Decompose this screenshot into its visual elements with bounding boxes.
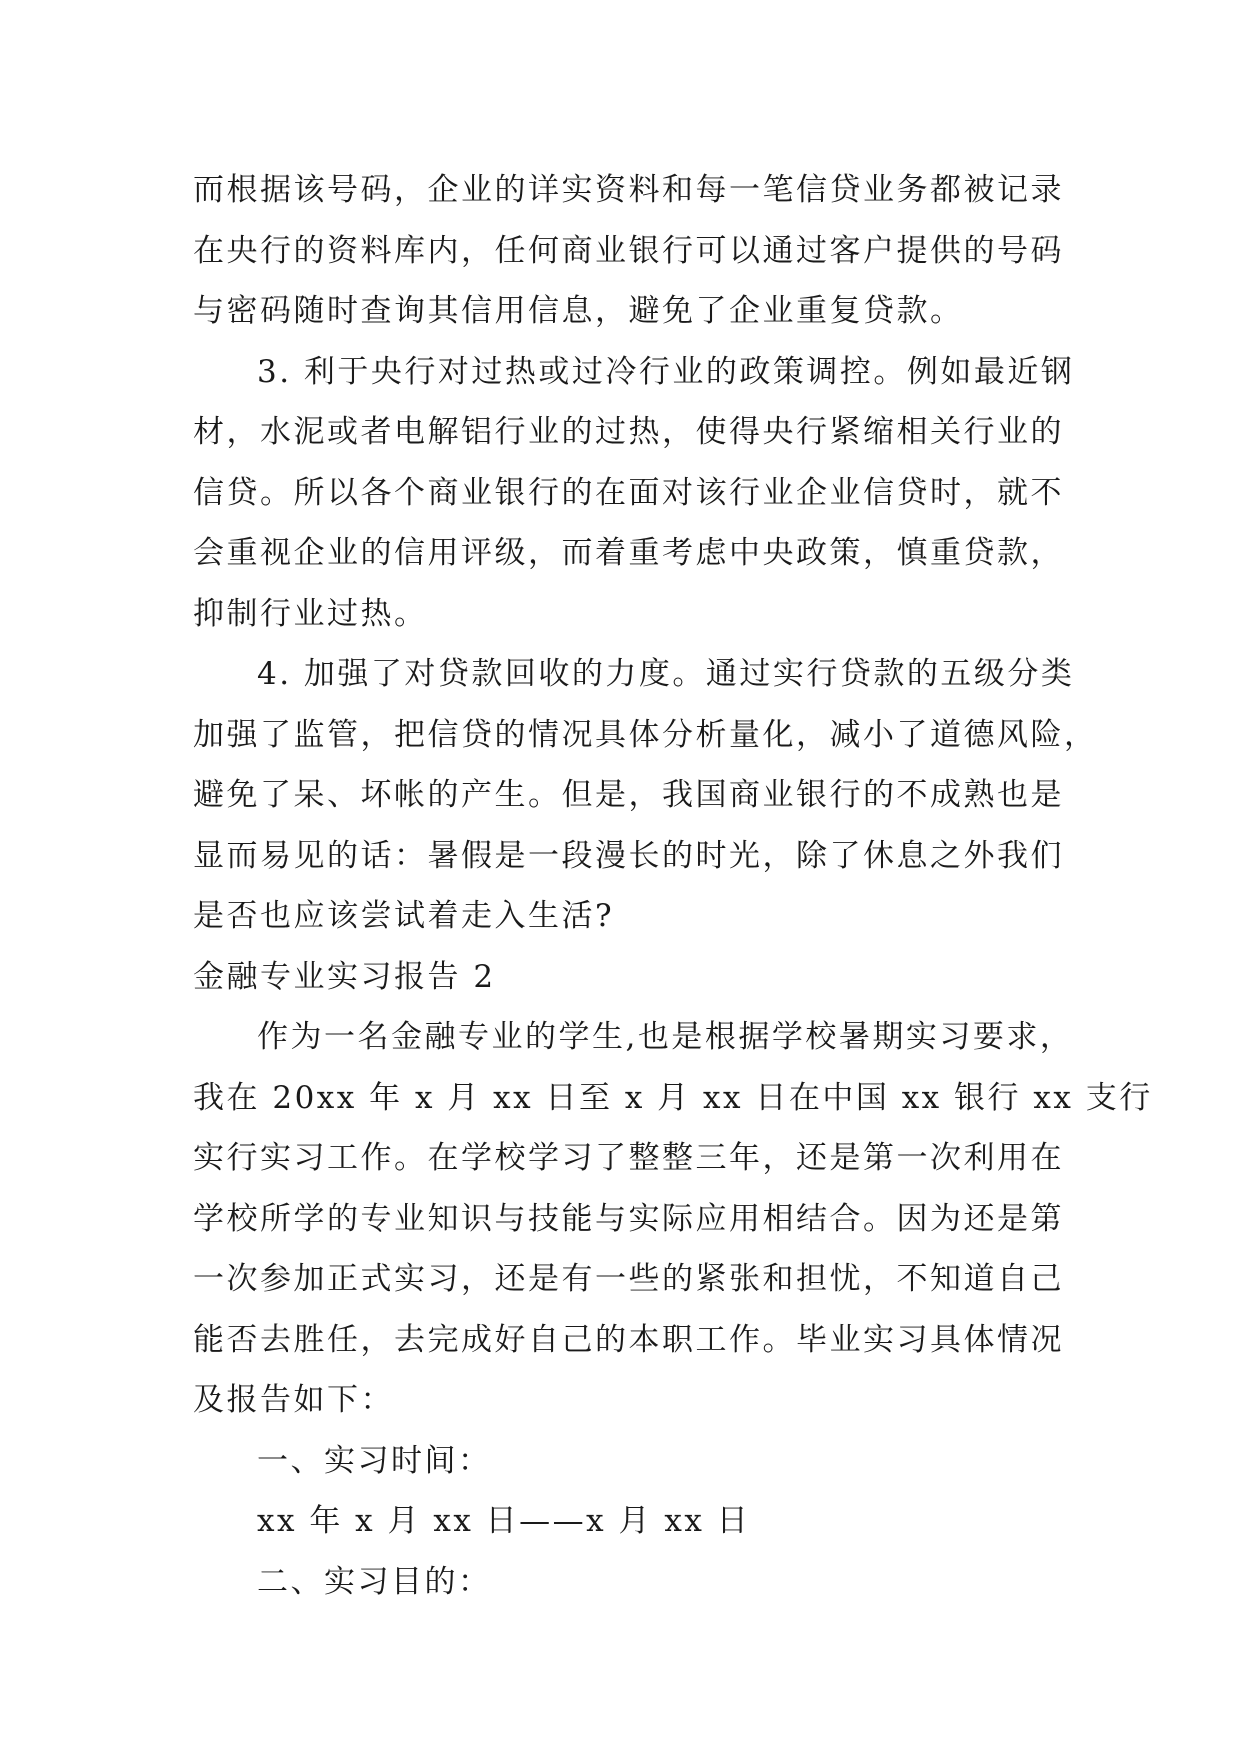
- text-line: 4. 加强了对贷款回收的力度。通过实行贷款的五级分类: [257, 656, 1075, 692]
- text-line: 及报告如下：: [193, 1382, 394, 1418]
- section-heading: 金融专业实习报告 2: [193, 958, 496, 995]
- text-line: 我在 20xx 年 x 月 xx 日至 x 月 xx 日在中国 xx 银行 xx 支行: [193, 1079, 1153, 1116]
- text-line: 在央行的资料库内，任何商业银行可以通过客户提供的号码: [193, 232, 1064, 269]
- text-line: 学校所学的专业知识与技能与实际应用相结合。因为还是第: [193, 1200, 1064, 1237]
- text-line: 而根据该号码，企业的详实资料和每一笔信贷业务都被记录: [193, 172, 1064, 208]
- internship-date-range: xx 年 x 月 xx 日——x 月 xx 日: [257, 1503, 751, 1539]
- text-line: 是否也应该尝试着走入生活?: [193, 898, 615, 934]
- subheading-internship-time: 一、实习时间：: [257, 1442, 492, 1479]
- subheading-internship-purpose: 二、实习目的：: [257, 1563, 492, 1600]
- document-body: [193, 160, 1153, 1612]
- text-line: 能否去胜任，去完成好自己的本职工作。毕业实习具体情况: [193, 1321, 1064, 1358]
- text-line: 加强了监管，把信贷的情况具体分析量化，减小了道德风险，: [193, 716, 1098, 753]
- text-line: 避免了呆、坏帐的产生。但是，我国商业银行的不成熟也是: [193, 777, 1064, 813]
- text-line: 作为一名金融专业的学生,也是根据学校暑期实习要求，: [257, 1019, 1074, 1055]
- text-line: 材，水泥或者电解铝行业的过热，使得央行紧缩相关行业的: [193, 414, 1064, 450]
- text-line: 与密码随时查询其信用信息，避免了企业重复贷款。: [193, 293, 964, 329]
- text-line: 信贷。所以各个商业银行的在面对该行业企业信贷时，就不: [193, 474, 1064, 511]
- text-line: 会重视企业的信用评级，而着重考虑中央政策，慎重贷款，: [193, 535, 1064, 571]
- text-line: 3. 利于央行对过热或过冷行业的政策调控。例如最近钢: [257, 353, 1075, 390]
- text-line: 显而易见的话：暑假是一段漫长的时光，除了休息之外我们: [193, 837, 1064, 874]
- text-line: 一次参加正式实习，还是有一些的紧张和担忧，不知道自己: [193, 1261, 1064, 1297]
- text-line: 实行实习工作。在学校学习了整整三年，还是第一次利用在: [193, 1140, 1064, 1176]
- text-line: 抑制行业过热。: [193, 595, 428, 632]
